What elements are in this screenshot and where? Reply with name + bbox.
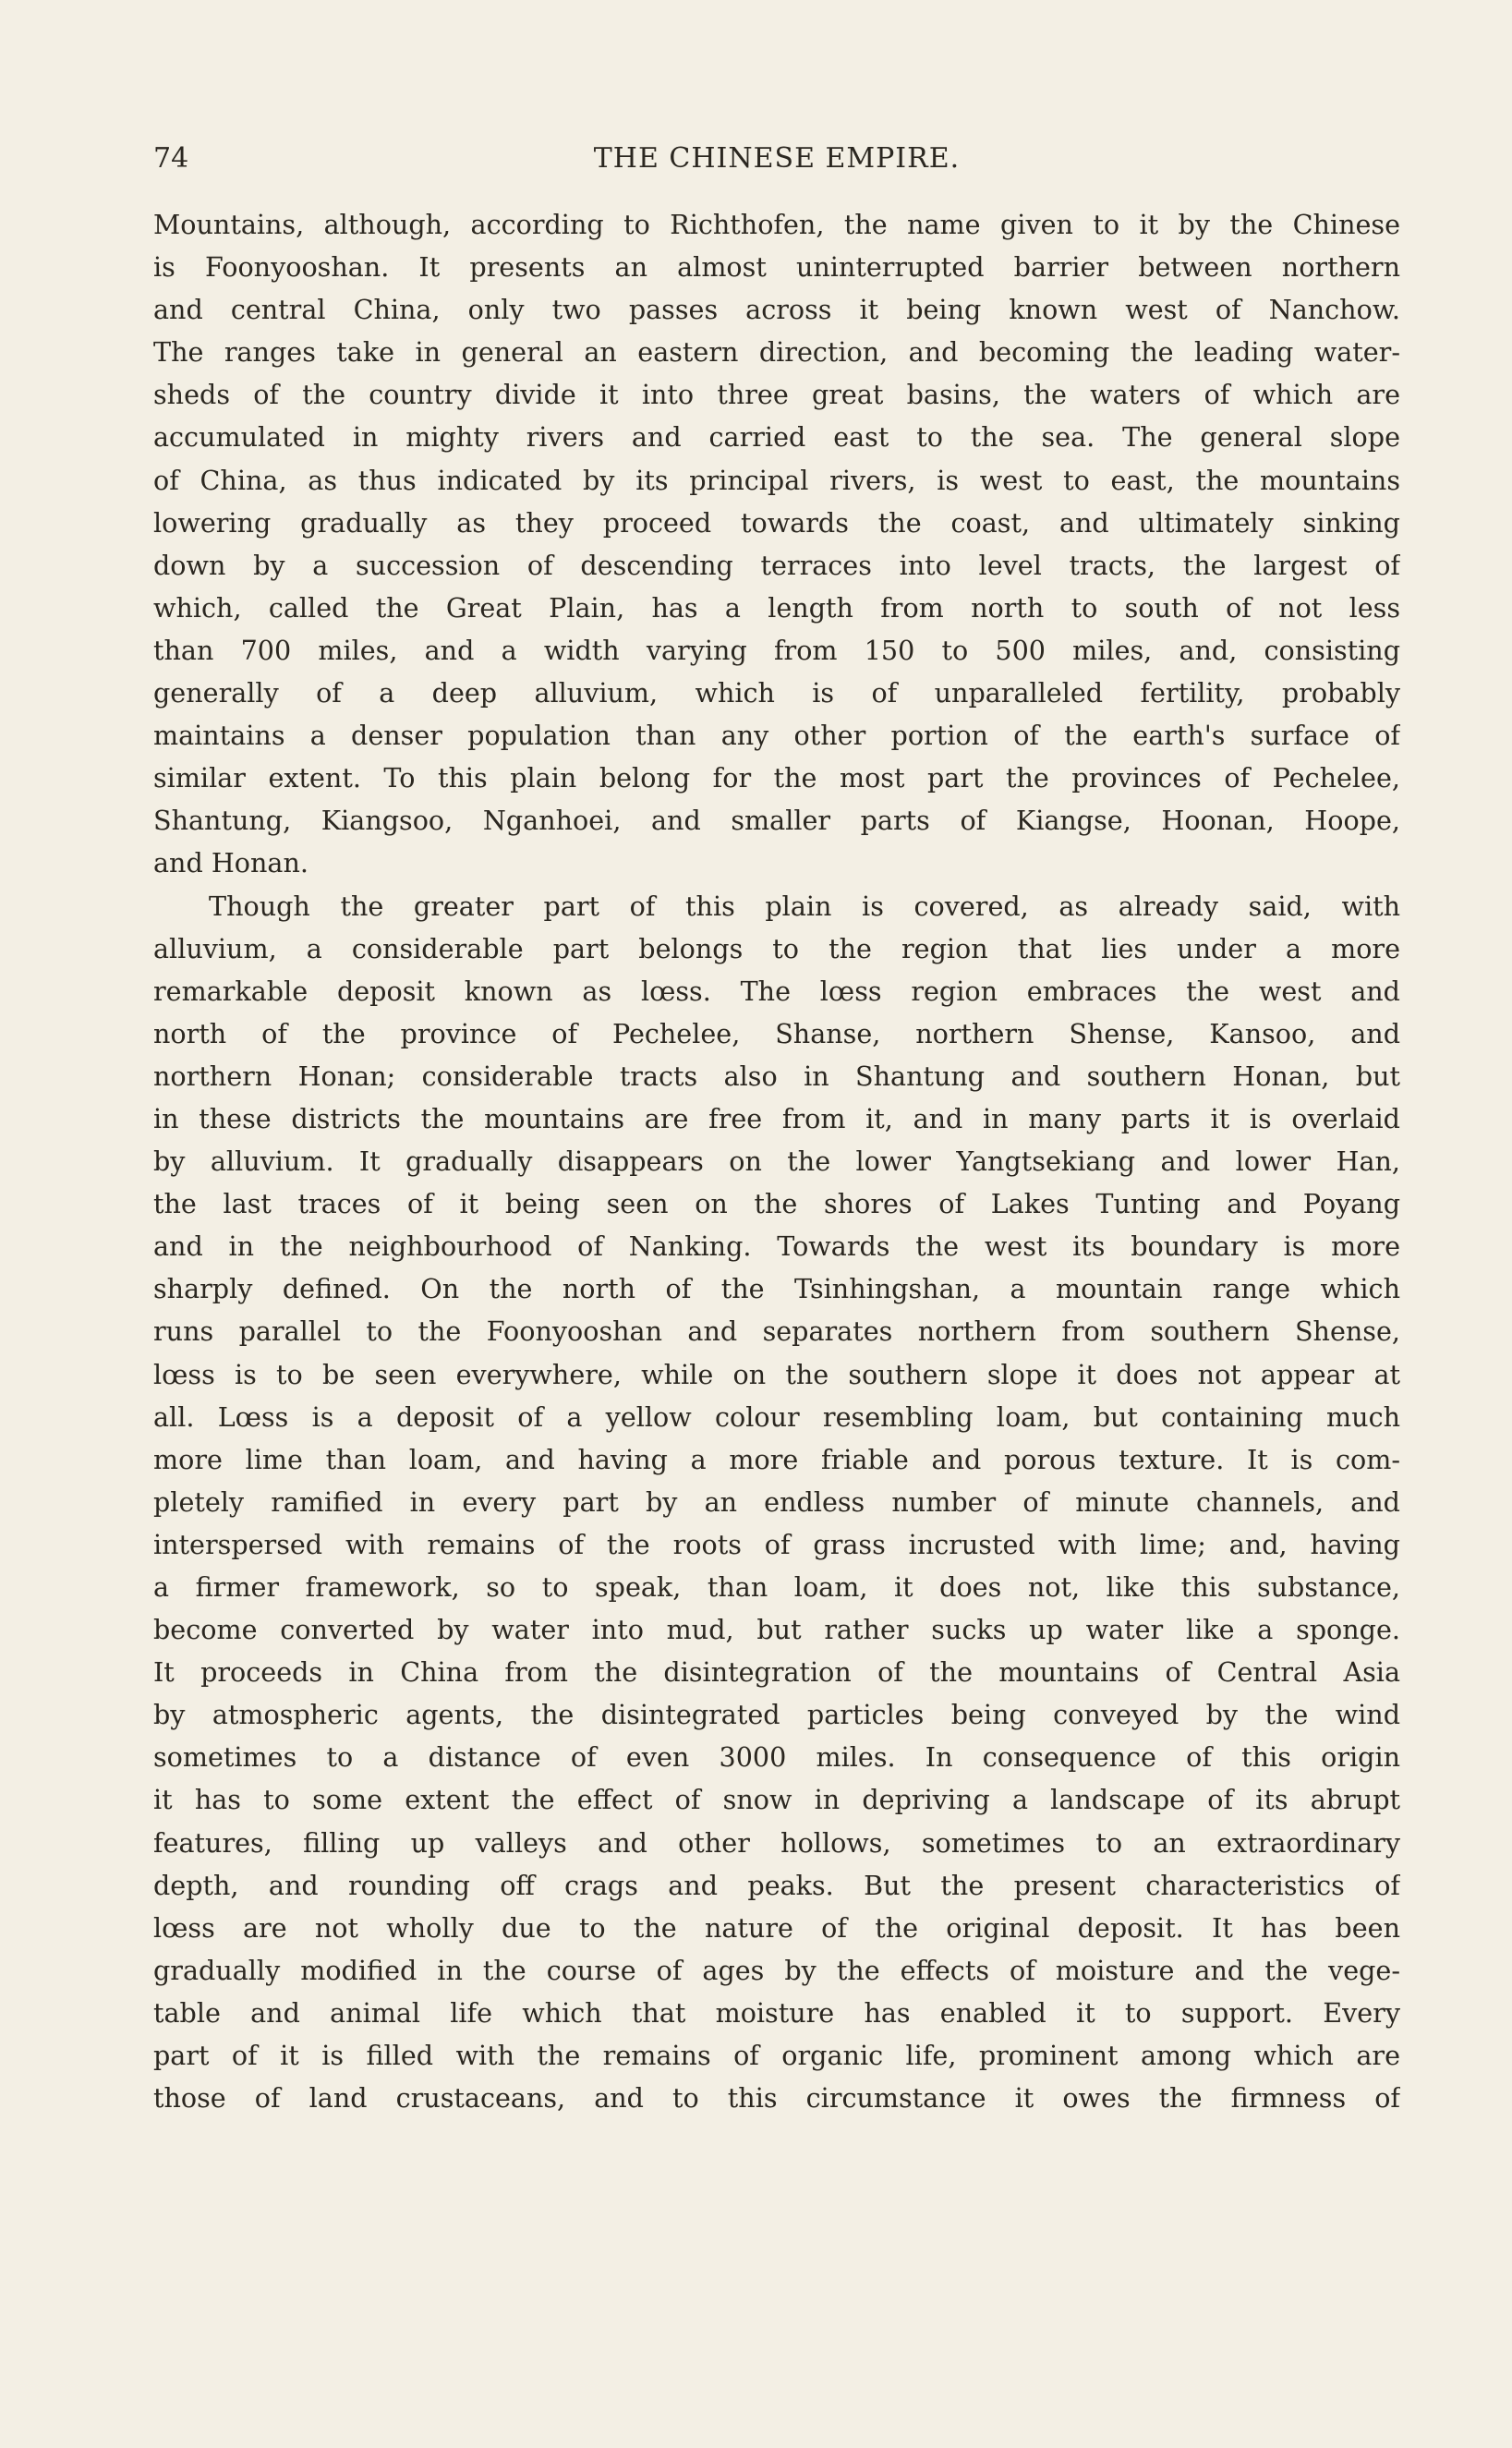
text-line: more lime than loam, and having a more friable and porous texture. It is com-: [153, 1443, 1400, 1475]
text-line: part of it is filled with the remains of organic life, prominent among which are: [153, 2040, 1400, 2072]
text-line: all. Lœss is a deposit of a yellow colour resembling loam, but containing much: [153, 1400, 1400, 1433]
text-line: pletely ramified in every part by an endless number of minute channels, and: [153, 1485, 1400, 1518]
text-line: lœss is to be seen everywhere, while on the southern slope it does not appear at: [153, 1358, 1400, 1390]
text-line: in these districts the mountains are free from it, and in many parts it is overlaid: [153, 1102, 1400, 1134]
text-line: accumulated in mighty rivers and carried east to the sea. The general slope: [153, 421, 1400, 454]
text-line: and in the neighbourhood of Nanking. Towards the west its boundary is more: [153, 1230, 1400, 1263]
page-number: 74: [153, 142, 189, 175]
text-line: sheds of the country divide it into three great basins, the waters of which are: [153, 379, 1400, 411]
text-line: lœss are not wholly due to the nature of the original deposit. It has been: [153, 1911, 1400, 1944]
text-line: than 700 miles, and a width varying from 150 to 500 miles, and, consisting: [153, 634, 1400, 666]
text-line: runs parallel to the Foonyooshan and separates northern from southern Shense,: [153, 1315, 1400, 1348]
paragraph-1: [153, 203, 1400, 885]
text-line: similar extent. To this plain belong for the most part the provinces of Pechelee,: [153, 762, 1400, 794]
text-line: it has to some extent the effect of snow in depriving a landscape of its abrupt: [153, 1784, 1400, 1816]
text-line: sharply defined. On the north of the Tsinhingshan, a mountain range which: [153, 1273, 1400, 1305]
text-line: It proceeds in China from the disintegration of the mountains of Central Asia: [153, 1656, 1400, 1689]
text-line: lowering gradually as they proceed towards the coast, and ultimately sinking: [153, 506, 1400, 539]
text-line: and Honan.: [153, 847, 308, 879]
text-line: northern Honan; considerable tracts also in Shantung and southern Honan, but: [153, 1060, 1400, 1092]
text-line: Though the greater part of this plain is covered, as already said, with: [209, 890, 1400, 922]
text-line: generally of a deep alluvium, which is of unparalleled fertility, probably: [153, 677, 1400, 709]
text-line: those of land crustaceans, and to this circumstance it owes the firmness of: [153, 2082, 1400, 2115]
text-line: a firmer framework, so to speak, than loam, it does not, like this substance,: [153, 1571, 1400, 1603]
text-line: by atmospheric agents, the disintegrated particles being conveyed by the wind: [153, 1699, 1400, 1731]
text-line: remarkable deposit known as lœss. The lœss region embraces the west and: [153, 975, 1400, 1007]
text-line: by alluvium. It gradually disappears on the lower Yangtsekiang and lower Han,: [153, 1145, 1400, 1178]
body-text: [153, 203, 1400, 2119]
text-line: alluvium, a considerable part belongs to the region that lies under a more: [153, 932, 1400, 964]
text-line: the last traces of it being seen on the shores of Lakes Tunting and Poyang: [153, 1188, 1400, 1220]
text-line: is Foonyooshan. It presents an almost uninterrupted barrier between northern: [153, 251, 1400, 284]
text-line: maintains a denser population than any other portion of the earth's surface of: [153, 720, 1400, 752]
text-line: and central China, only two passes across it being known west of Nanchow.: [153, 294, 1400, 326]
text-line: features, filling up valleys and other hollows, sometimes to an extraordinary: [153, 1826, 1400, 1859]
text-line: sometimes to a distance of even 3000 miles. In consequence of this origin: [153, 1741, 1400, 1774]
page-header: [153, 139, 1400, 179]
text-line: table and animal life which that moisture has enabled it to support. Every: [153, 1996, 1400, 2029]
text-line: become converted by water into mud, but rather sucks up water like a sponge.: [153, 1614, 1400, 1646]
text-line: which, called the Great Plain, has a length from north to south of not less: [153, 591, 1400, 624]
book-page: [153, 139, 1400, 2119]
text-line: Shantung, Kiangsoo, Nganhoei, and smaller parts of Kiangse, Hoonan, Hoope,: [153, 805, 1400, 837]
text-line: down by a succession of descending terraces into level tracts, the largest of: [153, 549, 1400, 581]
paragraph-2: [153, 885, 1400, 2120]
running-title: THE CHINESE EMPIRE.: [593, 142, 961, 175]
text-line: Mountains, although, according to Richthofen, the name given to it by the Chinese: [153, 209, 1400, 240]
text-line: interspersed with remains of the roots of grass incrusted with lime; and, having: [153, 1528, 1400, 1560]
text-line: The ranges take in general an eastern direction, and becoming the leading water-: [153, 336, 1400, 369]
text-line: depth, and rounding off crags and peaks. But the present characteristics of: [153, 1869, 1400, 1901]
text-line: north of the province of Pechelee, Shanse, northern Shense, Kansoo, and: [153, 1017, 1400, 1049]
text-line: gradually modified in the course of ages by the effects of moisture and the vege-: [153, 1954, 1400, 1986]
text-line: of China, as thus indicated by its principal rivers, is west to east, the mountains: [153, 464, 1400, 496]
